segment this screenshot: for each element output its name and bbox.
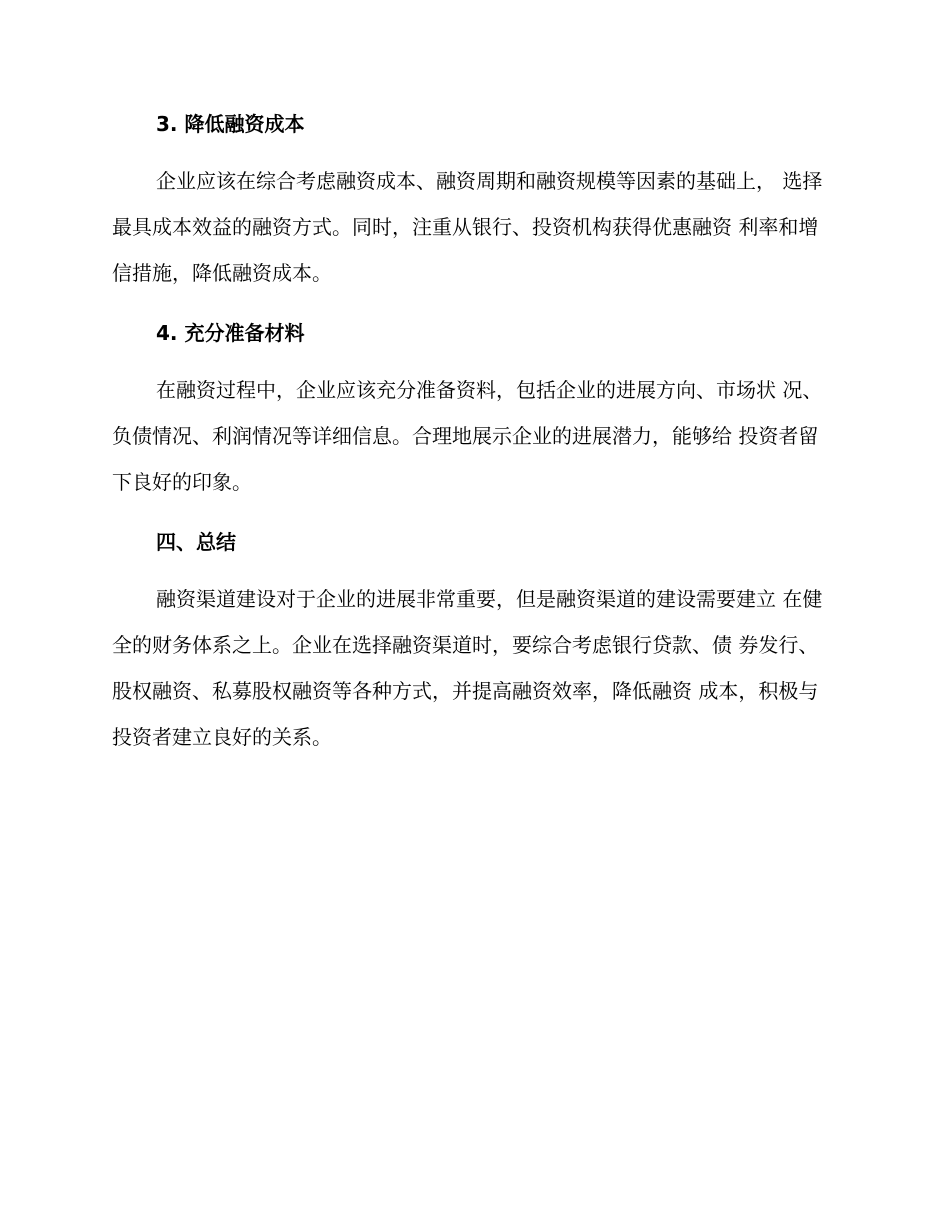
- paragraph-line: 利率和增信措施，降低融资成本。: [112, 215, 819, 285]
- paragraph-line: 在融资过程中，企业应该充分准备资料，包括企业的进展方向、市场状: [156, 378, 776, 402]
- paragraph: [112, 576, 830, 760]
- section-heading: 3. 降低融资成本: [156, 112, 305, 136]
- paragraph-line: 券发行、股权融资、私募股权融资等各种方式，并提高融资效率，降低融资: [112, 633, 819, 703]
- section-prepare-materials: [112, 319, 830, 505]
- paragraph-line: 融资渠道建设对于企业的进展非常重要，但是融资渠道的建设需要建立: [156, 587, 776, 611]
- paragraph: [112, 158, 830, 296]
- paragraph-line: 成本，积极与投资者建立良好的关系。: [112, 679, 819, 749]
- document-content: [112, 110, 830, 760]
- paragraph-line: 在健全的财务体系之上。企业在选择融资渠道时，要综合考虑银行贷款、债: [112, 587, 823, 657]
- paragraph-line: 选择最具成本效益的融资方式。同时，注重从银行、投资机构获得优惠融资: [112, 169, 823, 239]
- section-heading: 四、总结: [156, 530, 236, 554]
- section-summary: [112, 528, 830, 760]
- section-heading: 4. 充分准备材料: [156, 321, 305, 345]
- paragraph-line: 投资者留下良好的印象。: [112, 424, 819, 494]
- paragraph: [112, 367, 830, 505]
- paragraph-line: 况、负债情况、利润情况等详细信息。合理地展示企业的进展潜力，能够给: [112, 378, 823, 448]
- section-reduce-cost: [112, 110, 830, 296]
- paragraph-line: 企业应该在综合考虑融资成本、融资周期和融资规模等因素的基础上，: [156, 169, 776, 193]
